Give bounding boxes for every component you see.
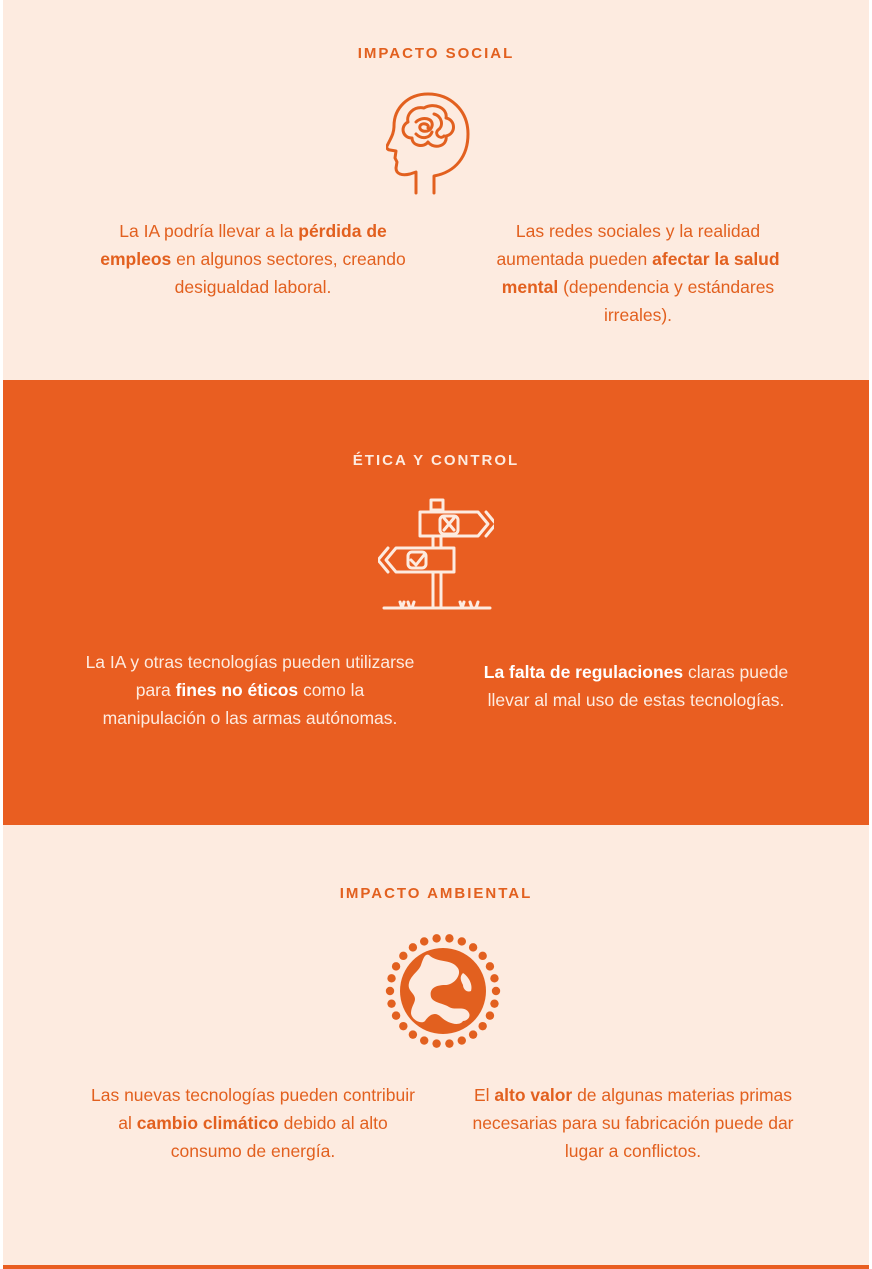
social-left-text: La IA podría llevar a la pérdida de empleos en algunos sectores, creando desigualdad laboral. (100, 221, 406, 297)
bottom-accent-bar (3, 1265, 869, 1269)
earth-icon (385, 933, 501, 1049)
signpost-icon (378, 498, 494, 614)
ethics-left-text: La IA y otras tecnologías pueden utilizarse para fines no éticos como la manipulación o las armas autónomas. (85, 652, 415, 728)
section-title: IMPACTO AMBIENTAL (339, 885, 533, 902)
section-title: IMPACTO SOCIAL (357, 45, 515, 62)
section-environmental-impact (3, 825, 869, 1265)
social-right-text: Las redes sociales y la realidad aumentada pueden afectar la salud mental (dependencia y estándares irreales). (496, 221, 780, 325)
section-social-impact (3, 0, 869, 380)
environment-left-text: Las nuevas tecnologías pueden contribuir al cambio climático debido al alto consumo de energía. (91, 1085, 415, 1161)
head-brain-icon (386, 88, 476, 198)
ethics-right-text: La falta de regulaciones claras puede llevar al mal uso de estas tecnologías. (483, 662, 789, 710)
environment-right-text: El alto valor de algunas materias primas necesarias para su fabricación puede dar lugar a conflictos. (472, 1085, 794, 1161)
section-ethics-control (3, 380, 869, 825)
infographic (3, 0, 869, 1269)
section-title: ÉTICA Y CONTROL (352, 452, 520, 469)
